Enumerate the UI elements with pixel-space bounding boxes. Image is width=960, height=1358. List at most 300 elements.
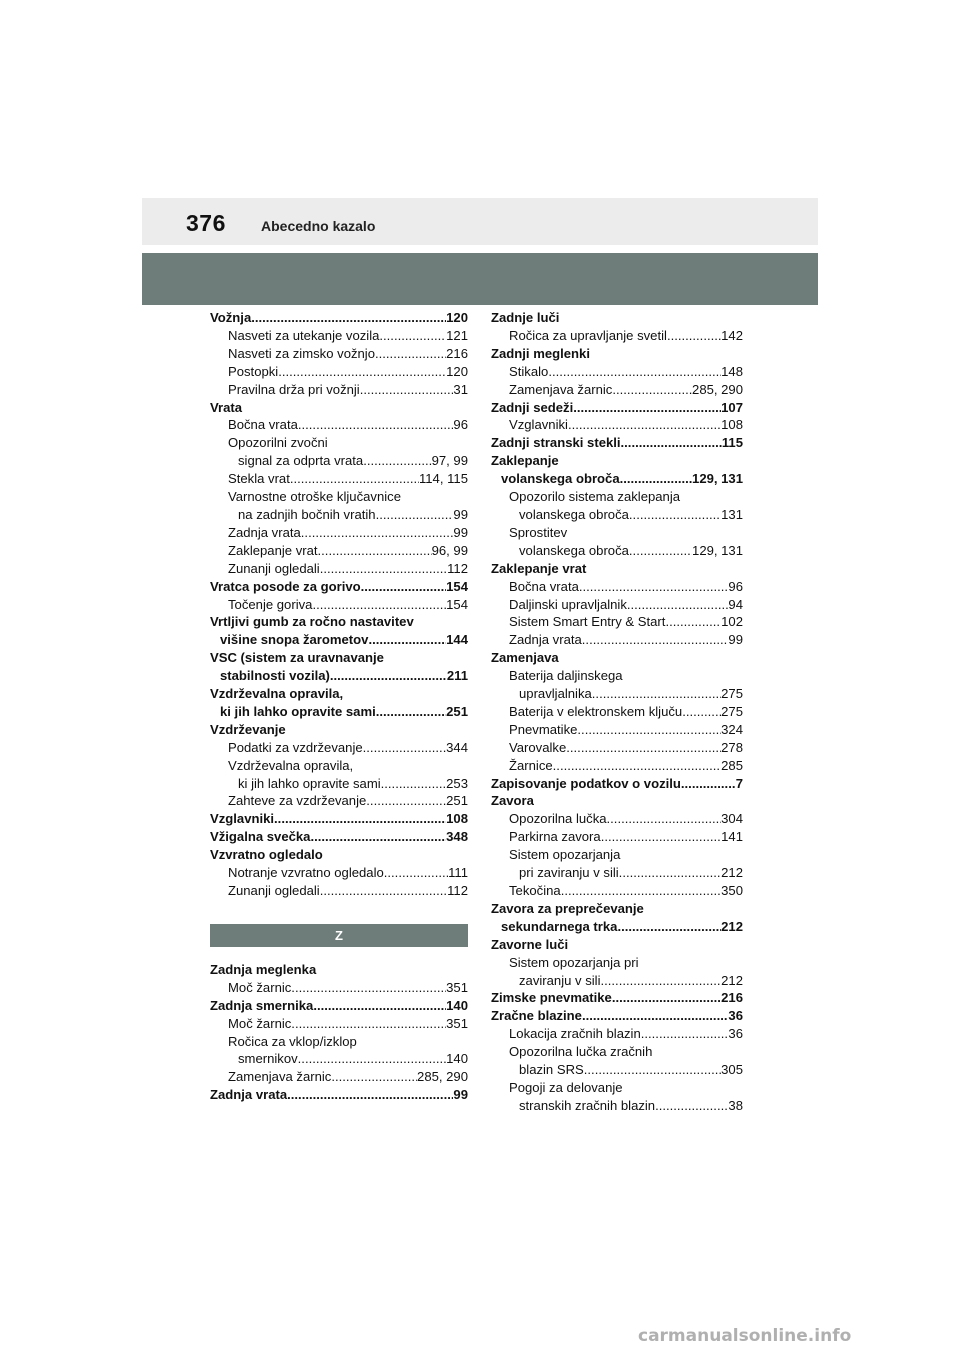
index-entry-label: Moč žarnic.	[228, 979, 295, 995]
index-entry-page: 350	[721, 883, 743, 898]
index-entry-label: Opozorilna lučka zračnih	[509, 1044, 653, 1060]
index-entry	[491, 882, 743, 900]
index-entry-label: smernikov	[238, 1051, 298, 1067]
index-entry-label: stabilnosti vozila)	[220, 668, 330, 684]
index-entry-label: sekundarnega trka	[501, 918, 618, 934]
index-entry	[491, 327, 743, 345]
index-leader-dots	[665, 613, 721, 631]
index-entry-page: 140	[446, 997, 468, 1013]
index-entry-label: Sistem opozarjanja	[509, 847, 621, 863]
index-entry-label: Tekočina	[509, 883, 561, 898]
index-entry-label: Bočna vrata	[509, 578, 579, 594]
index-entry	[491, 775, 743, 793]
index-entry-page: 114, 115	[418, 471, 468, 487]
index-entry-label: ki jih lahko opravite sami	[220, 703, 376, 719]
index-entry	[210, 882, 468, 900]
index-entry-page: 142	[721, 327, 743, 343]
index-entry	[210, 381, 468, 399]
index-leader-dots	[553, 757, 721, 775]
index-entry-label: Zaklepanje vrat	[228, 542, 318, 558]
index-entry	[491, 954, 743, 972]
index-entry	[210, 596, 468, 614]
index-entry	[210, 739, 468, 757]
index-leader-dots	[601, 828, 721, 846]
index-entry-label: Vzvratno ogledalo	[210, 847, 323, 863]
index-entry	[210, 327, 468, 345]
index-entry-label: Vožnja	[210, 310, 252, 325]
index-entry-label: Pravilna drža pri vožnji	[228, 381, 360, 397]
index-entry-label: Zaklepanje vrat	[491, 560, 587, 576]
index-leader-dots	[368, 631, 446, 649]
index-entry	[210, 649, 468, 667]
index-leader-dots	[301, 524, 454, 542]
index-entry	[210, 997, 468, 1015]
index-entry	[491, 488, 743, 506]
index-entry	[210, 631, 468, 649]
index-entry-label: Vzdrževalna opravila,	[210, 686, 344, 702]
index-entry-label: blazin SRS	[519, 1062, 584, 1078]
index-entry-label: Zadnji sedeži	[491, 399, 574, 415]
header-band	[142, 253, 818, 305]
index-entry-label: Nasveti za zimsko vožnjo	[228, 345, 375, 361]
index-entry	[210, 1086, 468, 1104]
index-entry	[210, 757, 468, 775]
index-entry-label: Vzdrževanje	[210, 721, 286, 737]
index-entry	[210, 506, 468, 524]
index-entry-page: 108	[446, 811, 468, 827]
index-leader-dots	[617, 918, 721, 936]
index-entry-page: 216	[721, 990, 743, 1006]
index-entry-page: 129, 131	[692, 471, 743, 487]
index-entry-page: 36	[728, 1008, 743, 1024]
index-entry-label: Zračne blazine	[491, 1008, 582, 1024]
index-entry-page: 102	[721, 614, 743, 630]
index-entry-page: 120	[446, 310, 468, 325]
index-entry-page: 131	[721, 506, 743, 522]
index-entry-label: Vratca posode za gorivo	[210, 578, 361, 594]
index-entry	[210, 452, 468, 470]
index-leader-dots	[313, 997, 446, 1015]
index-entry-label: Žarnice	[509, 757, 553, 773]
index-entry	[491, 470, 743, 488]
index-entry-label: Zaklepanje	[491, 453, 559, 469]
index-leader-dots	[681, 775, 736, 793]
index-entry-label: Opozorilo sistema zaklepanja	[509, 489, 681, 505]
index-entry	[491, 792, 743, 810]
index-entry-page: 99	[453, 524, 468, 540]
index-entry-label: Zadnji meglenki	[491, 345, 590, 361]
index-entry	[491, 345, 743, 363]
index-list-z-continued	[491, 309, 743, 1115]
index-entry	[491, 936, 743, 954]
index-entry	[210, 846, 468, 864]
index-entry	[210, 810, 468, 828]
index-entry	[491, 363, 743, 381]
index-entry	[210, 685, 468, 703]
index-leader-dots	[627, 596, 729, 614]
index-entry-label: Zadnja meglenka	[210, 961, 317, 977]
index-entry	[491, 739, 743, 757]
index-entry	[491, 560, 743, 578]
index-leader-dots	[629, 506, 721, 524]
index-entry	[210, 363, 468, 381]
index-leader-dots	[584, 1061, 721, 1079]
index-leader-dots	[573, 399, 721, 417]
index-entry	[491, 989, 743, 1007]
index-entry-label: Zahteve za vzdrževanje	[228, 793, 367, 809]
index-entry	[491, 1097, 743, 1115]
index-leader-dots	[612, 989, 721, 1007]
index-entry-label: pri zaviranju v sili.	[519, 865, 623, 881]
index-entry-page: 144	[446, 632, 468, 648]
index-entry	[210, 667, 468, 685]
index-entry-label: Zamenjava žarnic	[509, 381, 613, 397]
index-entry-label: Bočna vrata	[228, 417, 298, 433]
index-entry-page: 141	[721, 829, 743, 845]
index-entry-page: 351	[446, 1015, 468, 1031]
index-entry	[491, 613, 743, 631]
index-leader-dots	[384, 864, 448, 882]
index-entry	[210, 703, 468, 721]
index-leader-dots	[290, 470, 419, 488]
index-entry	[491, 667, 743, 685]
index-leader-dots	[582, 631, 729, 649]
index-entry-label: stranskih zračnih blazin.	[519, 1097, 659, 1113]
index-entry-label: višine snopa žarometov	[220, 632, 369, 648]
index-entry-page: 120	[446, 363, 468, 379]
index-entry-label: Pnevmatike	[509, 721, 578, 737]
index-entry-page: 96	[453, 417, 468, 433]
index-entry-label: Stekla vrat	[228, 471, 290, 487]
index-leader-dots	[612, 381, 692, 399]
index-entry-label: Zadnja vrata	[228, 524, 301, 540]
index-entry	[491, 1007, 743, 1025]
index-entry-label: Parkirna zavora	[509, 829, 601, 845]
index-entry-page: 99	[453, 506, 468, 522]
index-leader-dots	[318, 542, 432, 560]
index-leader-dots	[582, 1007, 728, 1025]
index-entry-page: 251	[446, 793, 468, 809]
index-entry-label: Zavora	[491, 793, 534, 809]
index-entry	[210, 961, 468, 979]
index-leader-dots	[577, 721, 721, 739]
index-entry-page: 148	[721, 363, 743, 379]
index-entry	[491, 381, 743, 399]
index-entry-label: Zunanji ogledali	[228, 560, 320, 576]
index-leader-dots	[298, 416, 454, 434]
index-leader-dots	[568, 416, 721, 434]
index-entry	[491, 434, 743, 452]
index-entry-label: Lokacija zračnih blazin	[509, 1026, 641, 1042]
index-entry-page: 121	[446, 327, 468, 343]
page-number: 376	[186, 210, 226, 236]
index-leader-dots	[375, 345, 446, 363]
index-entry	[210, 488, 468, 506]
index-entry-page: 275	[721, 703, 743, 719]
index-entry-page: 285, 290	[692, 381, 743, 397]
index-entry-page: 304	[721, 811, 743, 827]
index-entry	[210, 613, 468, 631]
index-entry-label: Ročica za upravljanje svetil	[509, 327, 667, 343]
index-entry-page: 112	[447, 883, 468, 898]
index-leader-dots	[312, 596, 446, 614]
index-leader-dots	[310, 828, 446, 846]
index-leader-dots	[295, 979, 446, 997]
index-entry	[210, 1015, 468, 1033]
index-entry-label: Notranje vzvratno ogledalo	[228, 865, 384, 881]
index-leader-dots	[366, 792, 446, 810]
index-column-right	[491, 309, 743, 1115]
index-entry-label: Baterija daljinskega	[509, 668, 623, 684]
index-entry-page: 96, 99	[431, 542, 468, 558]
index-entry-page: 99	[453, 1087, 468, 1103]
index-entry-label: Opozorilna lučka	[509, 811, 607, 827]
index-entry	[491, 649, 743, 667]
index-leader-dots	[579, 578, 729, 596]
index-entry-label: Vrata	[210, 399, 243, 415]
index-entry-page: 115	[721, 435, 743, 451]
index-entry	[491, 578, 743, 596]
index-leader-dots	[592, 685, 721, 703]
index-entry-page: 324	[721, 721, 743, 737]
index-leader-dots	[295, 1015, 446, 1033]
index-leader-dots	[376, 703, 446, 721]
index-entry-page: 211	[446, 668, 468, 684]
index-leader-dots	[363, 739, 446, 757]
index-entry-page: 99	[728, 632, 743, 648]
index-entry	[491, 900, 743, 918]
index-list-v	[210, 309, 468, 900]
index-leader-dots	[659, 1097, 729, 1115]
index-entry-label: Zapisovanje podatkov o vozilu	[491, 775, 681, 791]
index-entry-page: 216	[446, 345, 468, 361]
index-leader-dots	[607, 810, 722, 828]
index-entry-page: 154	[446, 578, 468, 594]
index-entry-label: Zunanji ogledali	[228, 883, 320, 898]
index-entry-page: 108	[721, 417, 743, 433]
index-entry-label: Daljinski upravljalnik	[509, 596, 627, 612]
index-leader-dots	[629, 542, 692, 560]
index-entry	[491, 1079, 743, 1097]
index-entry	[491, 506, 743, 524]
index-entry-label: Vzdrževalna opravila,	[228, 757, 354, 773]
index-leader-dots	[278, 363, 446, 381]
index-entry	[491, 703, 743, 721]
index-leader-dots	[621, 434, 722, 452]
index-column-left	[210, 309, 468, 1104]
index-entry-label: Baterija v elektronskem ključu	[509, 703, 683, 719]
index-entry	[491, 309, 743, 327]
index-entry-page: 112	[447, 560, 468, 576]
index-entry-label: Zadnje luči	[491, 310, 560, 325]
index-leader-dots	[682, 703, 721, 721]
index-entry-label: upravljalnika	[519, 686, 592, 702]
index-entry	[491, 918, 743, 936]
index-entry-label: Vzglavniki	[509, 417, 568, 433]
index-leader-dots	[381, 775, 447, 793]
index-leader-dots	[566, 739, 721, 757]
index-entry-label: volanskega obroča	[519, 506, 629, 522]
index-entry	[210, 1068, 468, 1086]
index-leader-dots	[561, 882, 721, 900]
index-entry-page: 111	[448, 865, 468, 881]
index-leader-dots	[641, 1025, 729, 1043]
index-entry-label: Varnostne otroške ključavnice	[228, 489, 401, 505]
index-entry	[491, 828, 743, 846]
index-entry-page: 305	[721, 1062, 743, 1078]
index-entry	[491, 757, 743, 775]
index-entry-label: Sistem opozarjanja pri	[509, 954, 639, 970]
index-entry	[210, 542, 468, 560]
index-entry	[491, 864, 743, 882]
index-entry-label: Vžigalna svečka	[210, 829, 311, 845]
index-entry-label: Stikalo	[509, 363, 549, 379]
index-leader-dots	[274, 810, 446, 828]
index-entry	[491, 810, 743, 828]
index-leader-dots	[620, 470, 692, 488]
index-entry	[210, 309, 468, 327]
index-entry-label: Zadnja smernika	[210, 997, 314, 1013]
index-entry	[491, 416, 743, 434]
index-leader-dots	[376, 506, 454, 524]
index-entry	[210, 560, 468, 578]
index-entry-page: 38	[728, 1097, 743, 1113]
section-title: Abecedno kazalo	[261, 218, 376, 234]
index-entry	[491, 1025, 743, 1043]
index-entry	[210, 1033, 468, 1051]
index-entry-page: 344	[446, 739, 468, 755]
index-entry-label: Podatki za vzdrževanje	[228, 739, 363, 755]
index-entry-label: Opozorilni zvočni	[228, 435, 328, 451]
index-entry	[210, 524, 468, 542]
index-entry-page: 36	[728, 1026, 743, 1042]
index-entry	[491, 596, 743, 614]
index-leader-dots	[360, 381, 454, 399]
index-entry	[210, 345, 468, 363]
index-entry-page: 253	[446, 775, 468, 791]
index-entry-label: volanskega obroča	[501, 471, 620, 487]
index-entry	[491, 1061, 743, 1079]
index-entry	[210, 399, 468, 417]
index-entry-label: Vzglavniki	[210, 811, 275, 827]
index-entry	[210, 792, 468, 810]
index-entry-page: 154	[446, 596, 468, 612]
index-entry-label: na zadnjih bočnih vratih	[238, 506, 376, 522]
index-entry	[491, 721, 743, 739]
index-entry-label: signal za odprta vrata	[238, 453, 364, 469]
index-entry-page: 129, 131	[692, 542, 743, 558]
index-entry-label: Točenje goriva	[228, 596, 313, 612]
index-leader-dots	[251, 309, 446, 327]
index-entry	[210, 828, 468, 846]
index-entry-label: Zadnja vrata	[509, 632, 582, 648]
index-entry-label: Pogoji za delovanje	[509, 1079, 623, 1095]
index-entry-label: zaviranju v sili.	[519, 972, 605, 988]
index-entry	[210, 864, 468, 882]
index-entry-page: 275	[721, 686, 743, 702]
index-leader-dots	[379, 327, 446, 345]
index-entry	[491, 685, 743, 703]
index-entry	[210, 416, 468, 434]
index-entry	[210, 721, 468, 739]
index-entry-label: Postopki	[228, 363, 279, 379]
index-entry	[210, 470, 468, 488]
index-entry-label: ki jih lahko opravite sami	[238, 775, 381, 791]
index-leader-dots	[287, 1086, 453, 1104]
index-entry-page: 31	[453, 381, 468, 397]
index-entry-page: 96	[728, 578, 743, 594]
index-entry-page: 285	[721, 757, 743, 773]
index-entry-page: 107	[721, 399, 743, 415]
index-entry-page: 7	[735, 775, 743, 791]
index-entry-page: 351	[446, 979, 468, 995]
index-entry-label: Zimske pnevmatike	[491, 990, 612, 1006]
index-leader-dots	[622, 864, 721, 882]
index-entry	[210, 578, 468, 596]
index-entry-label: Sprostitev	[509, 524, 568, 540]
index-entry-page: 94	[728, 596, 743, 612]
index-entry	[491, 542, 743, 560]
index-leader-dots	[330, 667, 447, 685]
index-entry-label: volanskega obroča	[519, 542, 629, 558]
index-entry-label: Zamenjava	[491, 650, 559, 666]
index-entry-label: Zavorne luči	[491, 936, 569, 952]
index-leader-dots	[320, 882, 447, 900]
index-entry-label: Zadnji stranski stekli	[491, 435, 621, 451]
index-entry-page: 278	[721, 739, 743, 755]
index-entry-label: Varovalke	[509, 739, 567, 755]
index-entry	[210, 979, 468, 997]
index-entry	[491, 846, 743, 864]
index-leader-dots	[298, 1050, 446, 1068]
index-entry	[491, 524, 743, 542]
index-entry-page: 212	[721, 918, 743, 934]
index-leader-dots	[335, 1068, 417, 1086]
index-entry-label: Moč žarnic.	[228, 1015, 295, 1031]
index-leader-dots	[604, 972, 721, 990]
index-list-z	[210, 961, 468, 1104]
index-entry-page: 140	[446, 1051, 468, 1067]
index-entry-page: 212	[721, 865, 743, 881]
index-entry-page: 97, 99	[431, 453, 468, 469]
index-leader-dots	[363, 452, 431, 470]
index-entry-page: 212	[721, 972, 743, 988]
index-entry-label: Sistem Smart Entry & Start	[509, 614, 666, 630]
index-entry-label: Zadnja vrata	[210, 1087, 288, 1103]
index-entry	[491, 452, 743, 470]
index-leader-dots	[548, 363, 721, 381]
index-entry-page: 285, 290	[417, 1069, 468, 1085]
index-entry-label: Zamenjava žarnic.	[228, 1069, 335, 1085]
index-entry-label: Zavora za preprečevanje	[491, 900, 644, 916]
index-entry	[210, 775, 468, 793]
index-entry-label: Ročica za vklop/izklop	[228, 1033, 357, 1049]
index-entry-label: VSC (sistem za uravnavanje	[210, 650, 384, 666]
index-entry	[491, 631, 743, 649]
index-entry	[491, 1043, 743, 1061]
letter-heading-z: Z	[210, 924, 468, 947]
index-entry-label: Vrtljivi gumb za ročno nastavitev	[210, 614, 414, 630]
index-leader-dots	[320, 560, 447, 578]
index-leader-dots	[667, 327, 721, 345]
watermark: carmanualsonline.info	[638, 1326, 852, 1346]
page-header-bar	[142, 198, 818, 245]
index-entry-label: Nasveti za utekanje vozila	[228, 327, 380, 343]
index-entry	[491, 399, 743, 417]
index-leader-dots	[361, 578, 447, 596]
index-entry	[491, 972, 743, 990]
index-entry-page: 348	[446, 829, 468, 845]
